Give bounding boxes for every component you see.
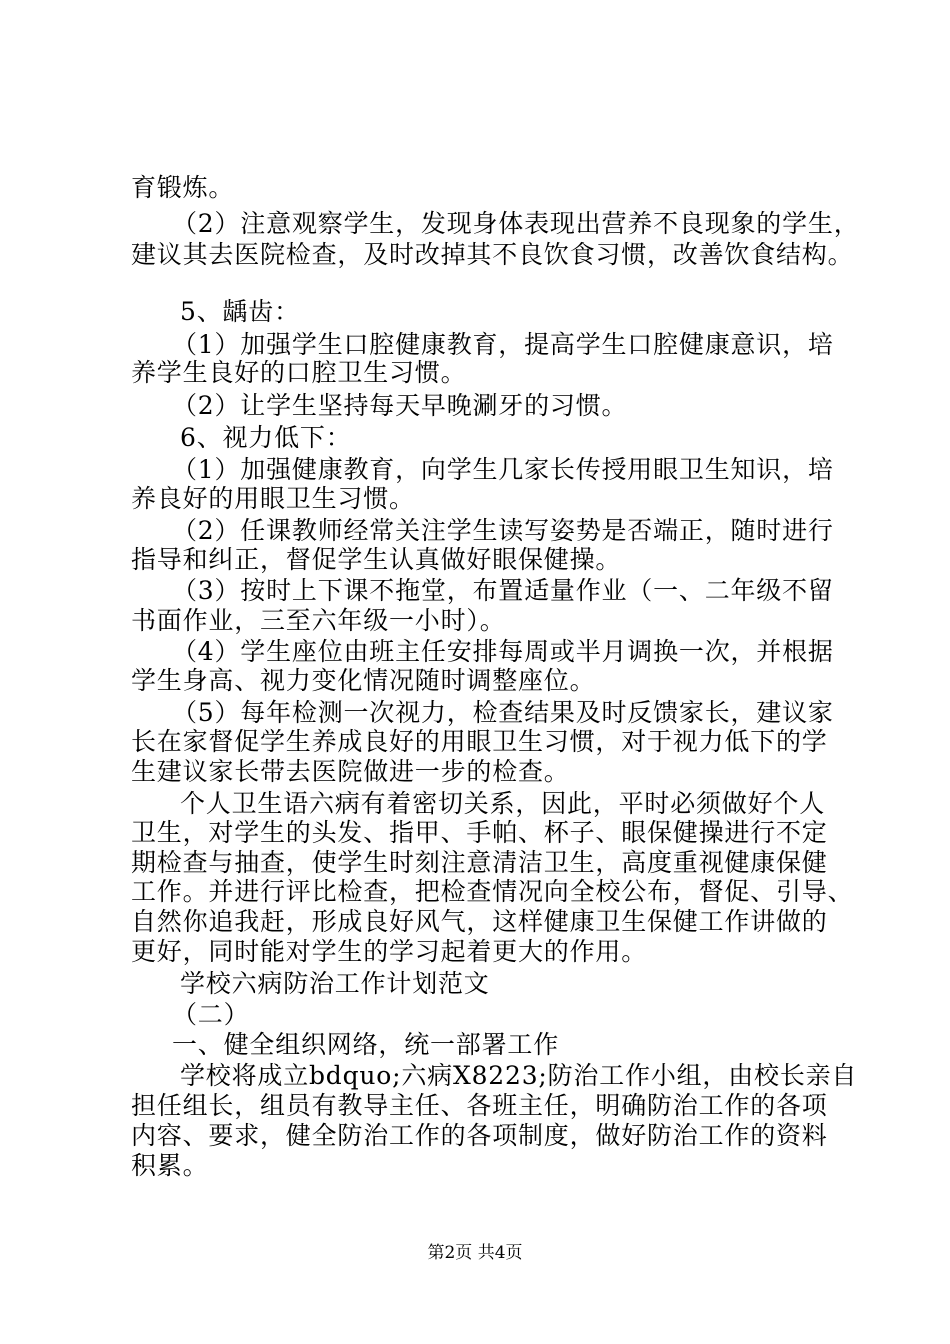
text-line: （4）学生座位由班主任安排每周或半月调换一次，并根据 xyxy=(172,637,834,666)
text-line: 积累。 xyxy=(131,1151,209,1180)
document-title: 学校六病防治工作计划范文 xyxy=(180,969,490,998)
text-line: 期检查与抽查，使学生时刻注意清洁卫生，高度重视健康保健 xyxy=(131,848,828,877)
text-line: 卫生，对学生的头发、指甲、手帕、杯子、眼保健操进行不定 xyxy=(131,818,828,847)
page-number-footer: 第2页 共4页 xyxy=(427,1243,523,1263)
text-line: 书面作业，三至六年级一小时）。 xyxy=(131,606,506,635)
text-line: 担任组长，组员有教导主任、各班主任，明确防治工作的各项 xyxy=(131,1091,828,1120)
text-line: （2）让学生坚持每天早晚涮牙的习惯。 xyxy=(172,391,628,420)
section-number: （二） xyxy=(172,1000,250,1029)
section-heading: 一、健全组织网络，统一部署工作 xyxy=(172,1030,560,1059)
text-line: （5）每年检测一次视力，检查结果及时反馈家长，建议家 xyxy=(172,698,834,727)
section-heading: 5、龋齿： xyxy=(180,297,300,326)
text-line: （2）注意观察学生，发现身体表现出营养不良现象的学生， xyxy=(172,209,860,238)
text-line: 更好，同时能对学生的学习起着更大的作用。 xyxy=(131,937,648,966)
text-line: 长在家督促学生养成良好的用眼卫生习惯，对于视力低下的学 xyxy=(131,727,828,756)
text-line: 内容、要求，健全防治工作的各项制度，做好防治工作的资料 xyxy=(131,1121,828,1150)
text-line: 育锻炼。 xyxy=(131,173,235,202)
text-line: （2）任课教师经常关注学生读写姿势是否端正，随时进行 xyxy=(172,516,834,545)
text-line: （3）按时上下课不拖堂，布置适量作业（一、二年级不留 xyxy=(172,576,834,605)
text-line: 学生身高、视力变化情况随时调整座位。 xyxy=(131,666,596,695)
text-line: （1）加强健康教育，向学生几家长传授用眼卫生知识，培 xyxy=(172,455,834,484)
text-line: 指导和纠正，督促学生认真做好眼保健操。 xyxy=(131,545,622,574)
text-line: 自然你追我赶，形成良好风气，这样健康卫生保健工作讲做的 xyxy=(131,907,828,936)
text-line: 建议其去医院检查，及时改掉其不良饮食习惯，改善饮食结构。 xyxy=(131,240,854,269)
text-line: 养学生良好的口腔卫生习惯。 xyxy=(131,358,467,387)
text-line: 工作。并进行评比检查，把检查情况向全校公布，督促、引导、 xyxy=(131,877,854,906)
text-line: 学校将成立bdquo;六病X8223;防治工作小组，由校长亲自 xyxy=(180,1061,858,1090)
section-heading: 6、视力低下： xyxy=(180,423,352,452)
text-line: 生建议家长带去医院做进一步的检查。 xyxy=(131,757,570,786)
text-line: 个人卫生语六病有着密切关系，因此，平时必须做好个人 xyxy=(180,789,826,818)
text-line: （1）加强学生口腔健康教育，提高学生口腔健康意识，培 xyxy=(172,330,834,359)
text-line: 养良好的用眼卫生习惯。 xyxy=(131,484,415,513)
